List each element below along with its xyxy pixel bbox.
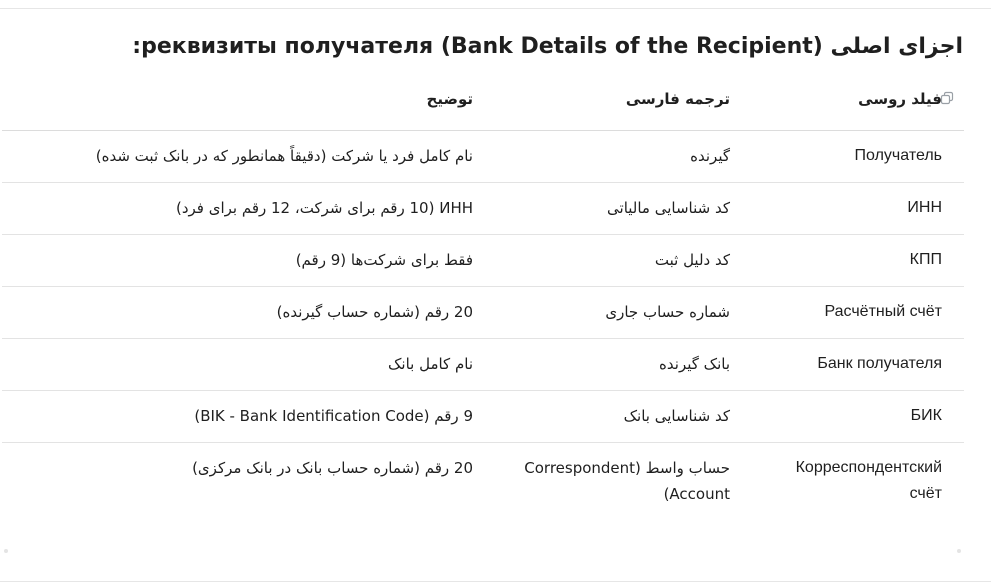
table-row bbox=[2, 391, 964, 443]
bank-details-table bbox=[2, 84, 964, 520]
table-row bbox=[2, 183, 964, 235]
cell-persian-translation: کد شناسایی مالیاتی bbox=[495, 183, 752, 235]
cell-russian-field: БИК bbox=[752, 391, 964, 443]
cell-persian-translation: شماره حساب جاری bbox=[495, 287, 752, 339]
top-divider bbox=[0, 8, 991, 9]
table-row bbox=[2, 339, 964, 391]
cell-description: فقط برای شرکت‌ها (9 رقم) bbox=[2, 235, 495, 287]
header-persian-translation: ترجمه فارسی bbox=[495, 84, 752, 131]
table-row bbox=[2, 235, 964, 287]
cell-description: ИНН (10 رقم برای شرکت، 12 رقم برای فرد) bbox=[2, 183, 495, 235]
cell-russian-field: Корреспондентский счёт bbox=[795, 459, 942, 502]
cell-russian-field: Расчётный счёт bbox=[752, 287, 964, 339]
cell-description: 9 رقم (BIK - Bank Identification Code) bbox=[2, 391, 495, 443]
cell-russian-field: Банк получателя bbox=[752, 339, 964, 391]
header-description: توضیح bbox=[2, 84, 495, 131]
cell-persian-translation: کد دلیل ثبت bbox=[495, 235, 752, 287]
cell-description: نام کامل بانک bbox=[2, 339, 495, 391]
table-row bbox=[2, 443, 964, 521]
cell-description: 20 رقم (شماره حساب گیرنده) bbox=[2, 287, 495, 339]
bottom-divider bbox=[0, 581, 991, 582]
copy-icon[interactable] bbox=[940, 90, 954, 104]
cell-description: نام کامل فرد یا شرکت (دقیقاً همانطور که در بانک ثبت شده) bbox=[2, 131, 495, 183]
header-russian-field: فیلد روسی bbox=[752, 84, 964, 131]
cell-persian-translation: کد شناسایی بانک bbox=[495, 391, 752, 443]
section-heading: اجزای اصلی реквизиты получателя (Bank Details of the Recipient): bbox=[132, 34, 963, 59]
table-row bbox=[2, 131, 964, 183]
cell-description: 20 رقم (شماره حساب بانک در بانک مرکزی) bbox=[192, 459, 473, 477]
cell-russian-field: Получатель bbox=[752, 131, 964, 183]
scroll-hint-left bbox=[4, 549, 8, 553]
cell-persian-translation: بانک گیرنده bbox=[495, 339, 752, 391]
table-header-row bbox=[2, 84, 964, 131]
cell-persian-translation: حساب واسط (Correspondent Account) bbox=[524, 459, 730, 503]
bank-details-table-container bbox=[2, 84, 964, 520]
cell-russian-field: КПП bbox=[752, 235, 964, 287]
cell-russian-field: ИНН bbox=[752, 183, 964, 235]
scroll-hint-right bbox=[957, 549, 961, 553]
cell-persian-translation: گیرنده bbox=[495, 131, 752, 183]
table-row bbox=[2, 287, 964, 339]
